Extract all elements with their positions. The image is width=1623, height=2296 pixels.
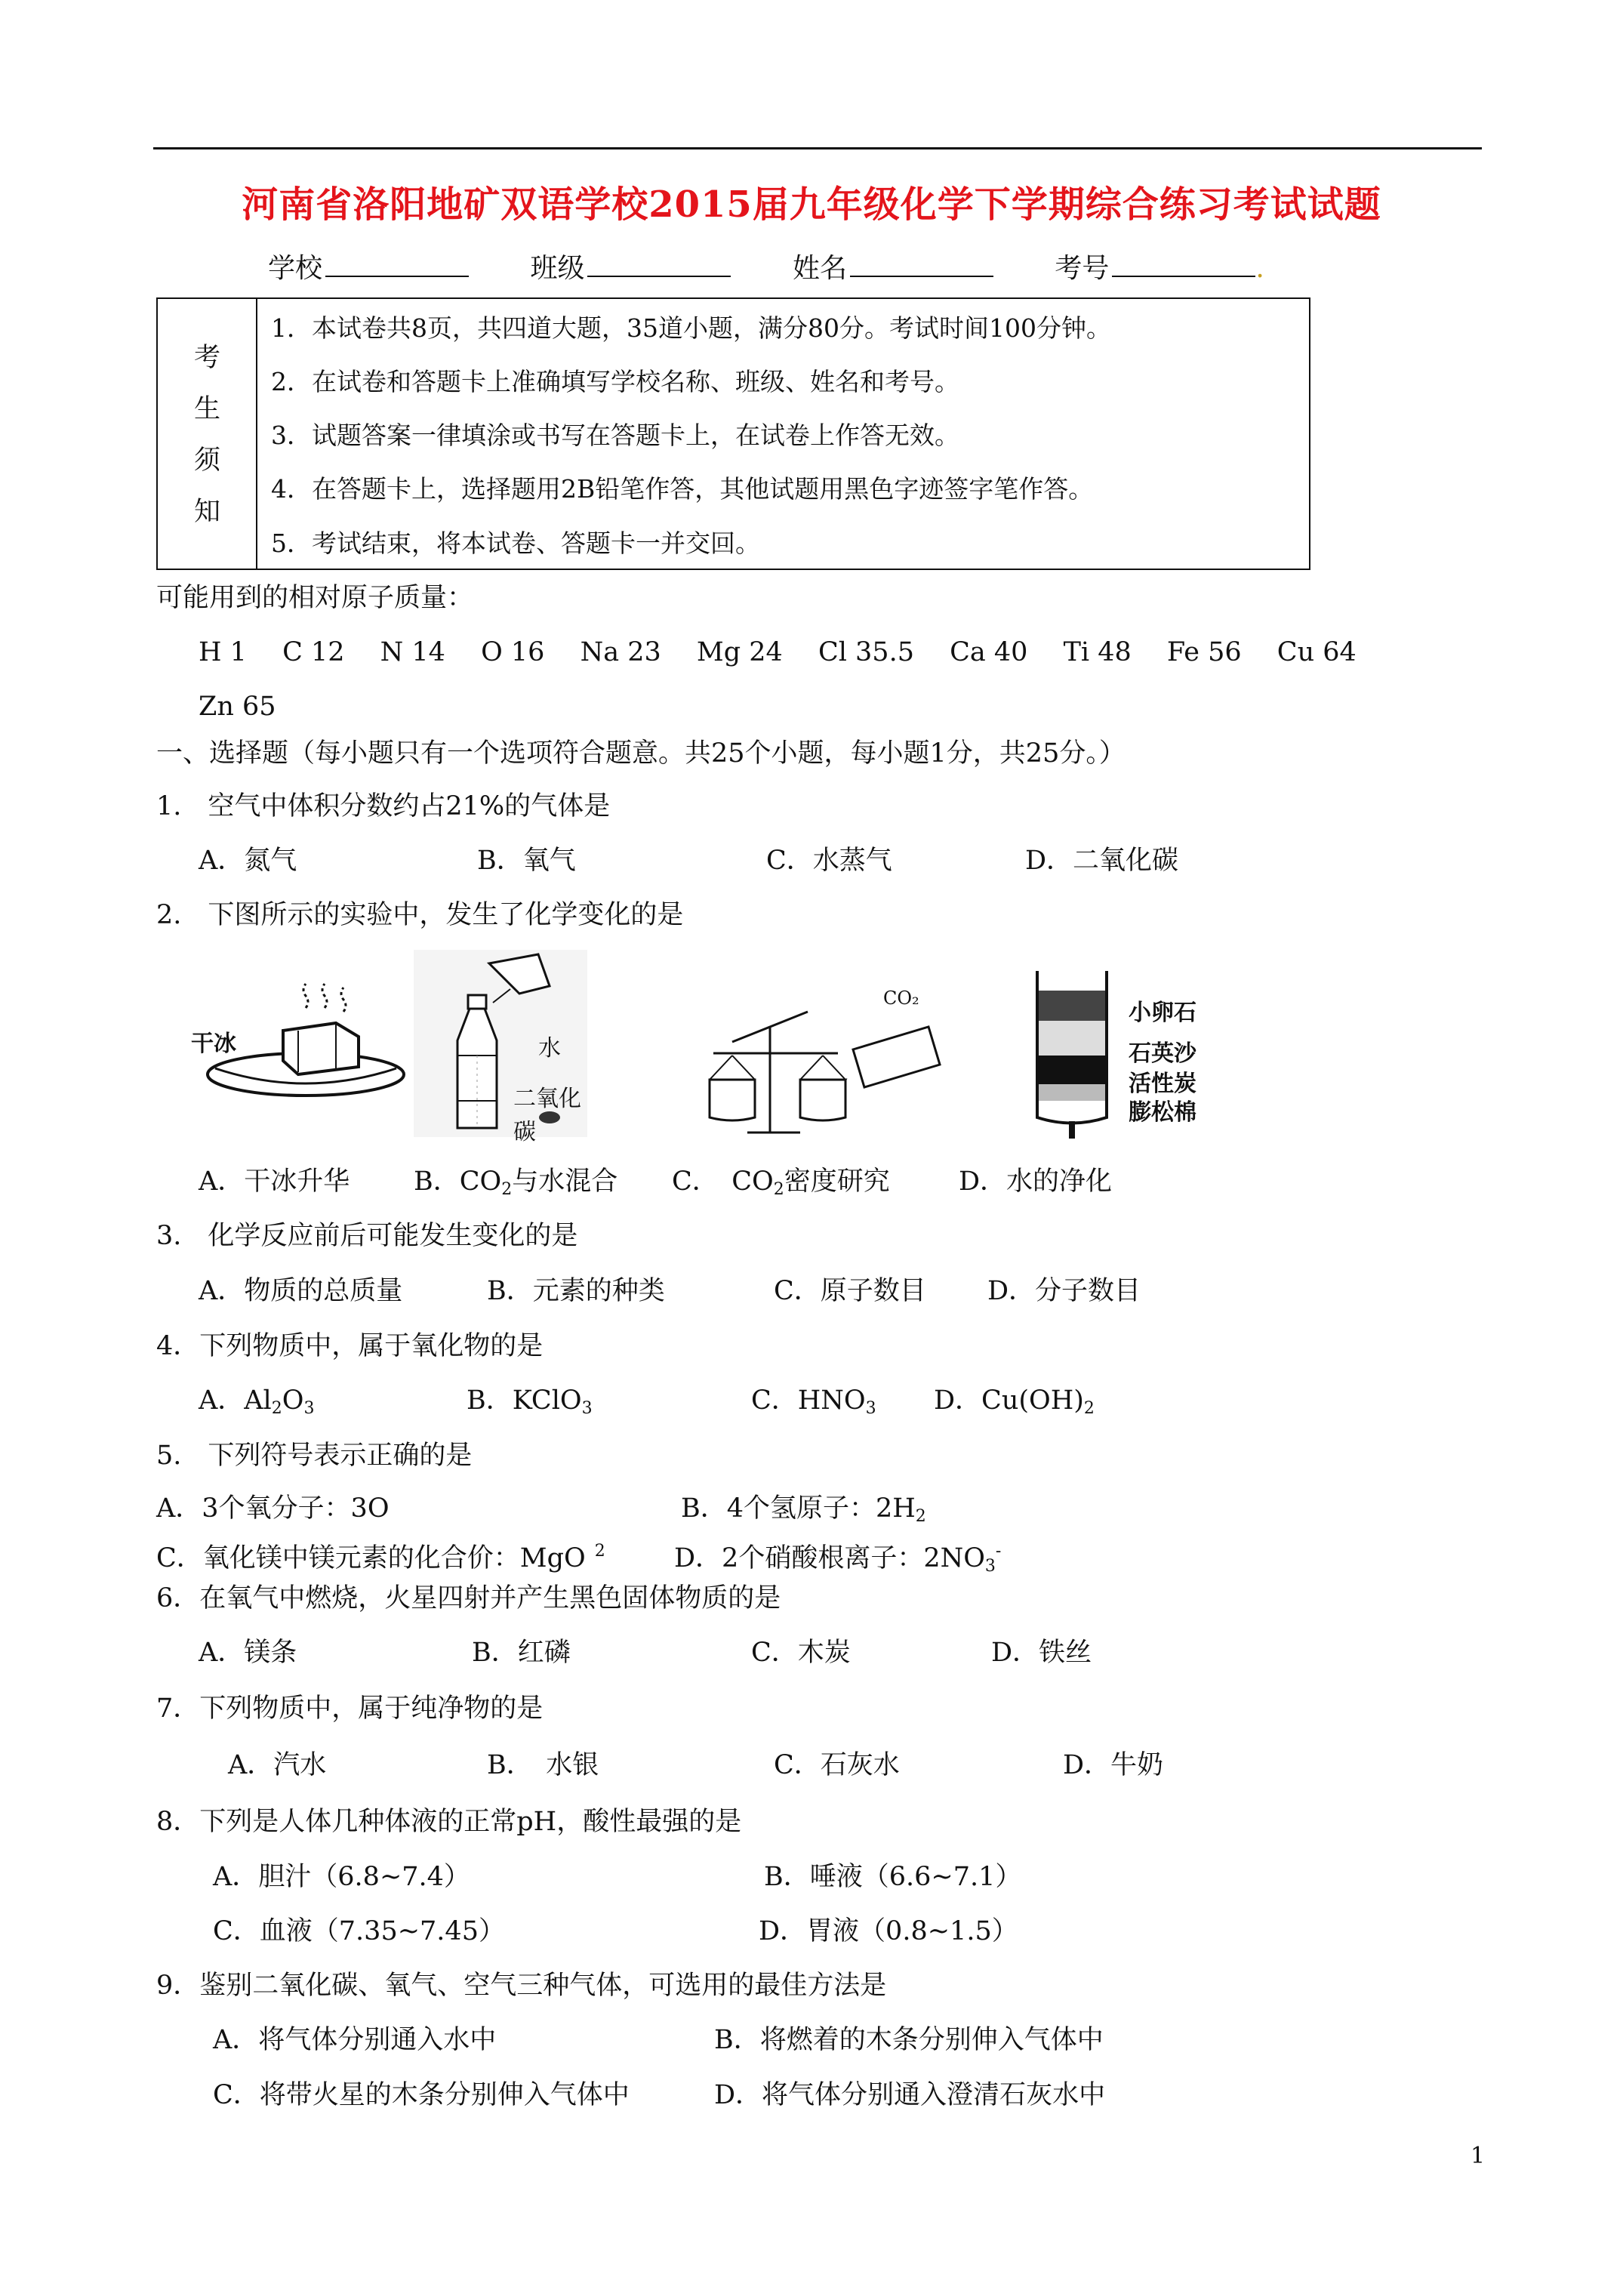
- option-b[interactable]: B．唾液（6.6~7.1）: [764, 1862, 1022, 1892]
- mass-row: [199, 637, 1384, 667]
- option-d[interactable]: D．二氧化碳: [1025, 846, 1179, 876]
- mass-heading: 可能用到的相对原子质量：: [156, 583, 474, 613]
- option-b[interactable]: B．$CO_2$与水混合: [414, 1166, 618, 1199]
- section-heading: 一、选择题（每小题只有一个选项符合题意。共25个小题，每小题1分，共25分。）: [156, 738, 1126, 769]
- mass-value: Na 23: [580, 637, 661, 667]
- mass-value: Mg 24: [696, 637, 783, 667]
- mass-value: H 1: [199, 637, 247, 667]
- option-b[interactable]: B．4个氢原子：$2H_2$: [681, 1493, 926, 1526]
- mass-value: Ti 48: [1063, 637, 1132, 667]
- notice-item: 2．在试卷和答题卡上准确填写学校名称、班级、姓名和考号。: [271, 367, 959, 396]
- question-stem: 1. 空气中体积分数约占21%的气体是: [156, 791, 611, 821]
- mass-value: Cl 35.5: [818, 637, 914, 667]
- label-carbon: 活性炭: [1129, 1071, 1196, 1097]
- question-stem: 2. 下图所示的实验中，发生了化学变化的是: [156, 900, 684, 930]
- question-stem: 7．下列物质中，属于纯净物的是: [156, 1693, 544, 1724]
- option-b[interactable]: B．元素的种类: [487, 1276, 665, 1306]
- notice-item: 4．在答题卡上，选择题用2B铅笔作答，其他试题用黑色字迹签字笔作答。: [271, 474, 1094, 504]
- option-a[interactable]: A．氮气: [199, 846, 297, 876]
- option-d[interactable]: D．牛奶: [1063, 1750, 1164, 1780]
- mass-value: Fe 56: [1166, 637, 1242, 667]
- field-class[interactable]: 班级: [530, 253, 731, 284]
- option-a[interactable]: A．汽水: [228, 1750, 327, 1780]
- question-stem: 8．下列是人体几种体液的正常pH，酸性最强的是: [156, 1807, 742, 1837]
- label-water: 水: [538, 1035, 561, 1062]
- mass-value: C 12: [282, 637, 345, 667]
- option-d[interactable]: D．胃液（0.8~1.5）: [759, 1916, 1018, 1946]
- option-c[interactable]: C．$HNO_3$: [751, 1385, 876, 1418]
- exam-title: 河南省洛阳地矿双语学校2015届九年级化学下学期综合练习考试试题: [242, 183, 1381, 226]
- option-a[interactable]: A．镁条: [199, 1638, 297, 1668]
- mass-value: Cu 64: [1277, 637, 1357, 667]
- option-b[interactable]: B．KClO$_3$: [467, 1385, 593, 1418]
- field-exam-id[interactable]: 考号 .: [1055, 253, 1264, 284]
- page-number: 1: [1471, 2143, 1486, 2169]
- option-b[interactable]: B．将燃着的木条分别伸入气体中: [714, 2025, 1104, 2055]
- label-sand: 石英沙: [1129, 1040, 1196, 1067]
- option-c[interactable]: C．血液（7.35~7.45）: [213, 1916, 505, 1946]
- option-c[interactable]: C．石灰水: [774, 1750, 900, 1780]
- question-stem: 6．在氧气中燃烧，火星四射并产生黑色固体物质的是: [156, 1583, 781, 1613]
- question-stem: 5. 下列符号表示正确的是: [156, 1441, 473, 1471]
- exam-notice-box: [156, 297, 1310, 570]
- option-d[interactable]: D．将气体分别通入澄清石灰水中: [714, 2080, 1106, 2110]
- option-c[interactable]: C．氧化镁中镁元素的化合价：MgO $^2$: [156, 1542, 605, 1573]
- question-stem: 3. 化学反应前后可能发生变化的是: [156, 1221, 578, 1251]
- option-d[interactable]: D．水的净化: [959, 1166, 1113, 1197]
- option-b[interactable]: B．红磷: [472, 1638, 571, 1668]
- question-stem: 9．鉴别二氧化碳、氧气、空气三种气体，可选用的最佳方法是: [156, 1971, 887, 2001]
- option-c[interactable]: C． $CO_2$密度研究: [672, 1166, 890, 1199]
- option-d[interactable]: D．分子数目: [987, 1276, 1141, 1306]
- option-a[interactable]: A．将气体分别通入水中: [213, 2025, 497, 2055]
- notice-item: 3．试题答案一律填涂或书写在答题卡上，在试卷上作答无效。: [271, 421, 959, 450]
- option-a[interactable]: A．3个氧分子：3O: [156, 1493, 390, 1524]
- option-c[interactable]: C．水蒸气: [766, 846, 892, 876]
- notice-label-char: 须: [194, 445, 221, 476]
- info-fields: [268, 253, 1264, 284]
- notice-item: 1．本试卷共8页，共四道大题，35道小题，满分80分。考试时间100分钟。: [271, 313, 1111, 343]
- label-cotton: 膨松棉: [1129, 1099, 1196, 1126]
- notice-label: [158, 299, 257, 569]
- option-b[interactable]: B． 水银: [487, 1750, 599, 1780]
- option-c[interactable]: C．木炭: [751, 1638, 851, 1668]
- label-co2: CO₂: [883, 988, 919, 1009]
- option-d[interactable]: D．2个硝酸根离子：$2NO_3^-$: [674, 1542, 1002, 1576]
- option-a[interactable]: A．干冰升华: [199, 1166, 350, 1197]
- mass-value: Zn 65: [199, 692, 276, 722]
- label-co2-bottle: 二氧化碳: [513, 1086, 581, 1145]
- field-name[interactable]: 姓名: [793, 253, 993, 284]
- figure-co2-water: [414, 950, 587, 1145]
- option-a[interactable]: A．物质的总质量: [199, 1276, 403, 1306]
- mass-value: O 16: [481, 637, 545, 667]
- option-b[interactable]: B．氧气: [477, 846, 576, 876]
- label-dry-ice: 干冰: [191, 1031, 236, 1057]
- mass-value: Ca 40: [950, 637, 1028, 667]
- option-c[interactable]: C．原子数目: [774, 1276, 926, 1306]
- option-d[interactable]: D．$Cu(OH)_2$: [934, 1385, 1095, 1418]
- figure-balance: [702, 982, 951, 1140]
- notice-label-char: 知: [194, 497, 221, 527]
- mass-value: N 14: [380, 637, 445, 667]
- notice-label-char: 生: [194, 394, 221, 424]
- label-pebbles: 小卵石: [1129, 1000, 1196, 1026]
- figure-water-filter: [1027, 966, 1298, 1148]
- notice-item: 5．考试结束，将本试卷、答题卡一并交回。: [271, 529, 760, 558]
- header-rule: [153, 147, 1482, 149]
- figure-dry-ice: [185, 978, 411, 1114]
- notice-label-char: 考: [194, 343, 221, 373]
- field-school[interactable]: 学校: [268, 253, 469, 284]
- option-a[interactable]: A．胆汁（6.8~7.4）: [213, 1862, 470, 1892]
- option-d[interactable]: D．铁丝: [991, 1638, 1092, 1668]
- question-stem: 4．下列物质中，属于氧化物的是: [156, 1331, 544, 1361]
- option-a[interactable]: A．$Al_2O_3$: [199, 1385, 315, 1418]
- option-c[interactable]: C．将带火星的木条分别伸入气体中: [213, 2080, 630, 2110]
